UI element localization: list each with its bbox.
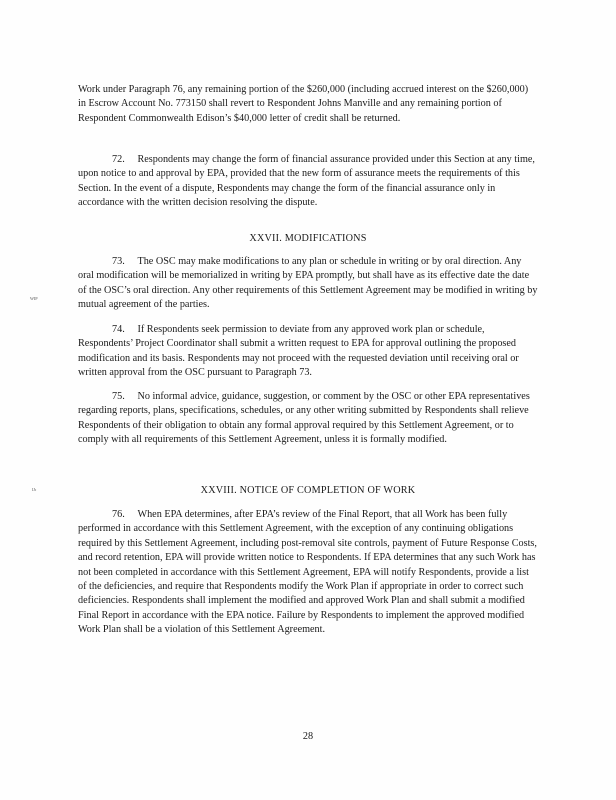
paragraph-text: When EPA determines, after EPA’s review of the Final Report, that all Work has been fully performed in accordance with this Settlement Agreement, with the exception of any continuing obligations required by this Settlement Agreement, including post-removal site controls, payment of Future Response Costs, and record retention, EPA will provide written notice to Respondents. If EPA determines that any such Work has not been completed in accordance with this Settlement Agreement, EPA will notify Respondents, provide a list of the deficiencies, and require that Respondents modify the Work Plan if appropriate in order to correct such deficiencies. Respondents shall implement the modified and approved Work Plan and shall submit a modified Final Report in accordance with the EPA notice. Failure by Respondents to implement the approved modified Work Plan shall be a violation of this Settlement Agreement. <box>78 509 537 636</box>
paragraph-75 <box>78 390 538 448</box>
margin-mark: ᵂᴵᴾ <box>30 296 38 304</box>
section-heading-completion: XXVIII. NOTICE OF COMPLETION OF WORK <box>200 485 416 496</box>
paragraph-number: 76. <box>112 509 125 520</box>
margin-mark: ᴵᴶᶦ <box>32 487 37 495</box>
paragraph-text: The OSC may make modifications to any plan or schedule in writing or by oral direction. Any oral modification will be memorialized in writing by EPA promptly, but shall have as its effective date the date of the OSC’s oral direction. Any other requirements of this Settlement Agreement may be modified in writing by mutual agreement of the parties. <box>78 256 538 311</box>
paragraph-number: 75. <box>112 391 125 402</box>
paragraph-text: No informal advice, guidance, suggestion, or comment by the OSC or other EPA representatives regarding reports, plans, specifications, schedules, or any other writing submitted by Respondents shall relieve Respondents of their obligation to obtain any formal approval required by this Settlement Agreement, or to comply with all requirements of this Settlement Agreement, unless it is formally modified. <box>78 391 530 446</box>
paragraph-73 <box>78 255 538 313</box>
paragraph-number: 73. <box>112 256 125 267</box>
paragraph-72 <box>78 153 538 211</box>
paragraph-number: 74. <box>112 324 125 335</box>
paragraph-text: Respondents may change the form of financial assurance provided under this Section at any time, upon notice to and approval by EPA, provided that the new form of assurance meets the requirements of this Section. In the event of a dispute, Respondents may change the form of the financial assurance only in accordance with the written decision resolving the dispute. <box>78 154 535 209</box>
paragraph-76 <box>78 508 538 638</box>
paragraph-text: If Respondents seek permission to deviate from any approved work plan or schedule, Respondents’ Project Coordinator shall submit a written request to EPA for approval outlining the proposed modification and its basis. Respondents may not proceed with the requested deviation until receiving oral or written approval from the OSC pursuant to Paragraph 73. <box>78 324 519 379</box>
paragraph-continuation <box>78 83 538 126</box>
paragraph-74 <box>78 323 538 381</box>
paragraph-number: 72. <box>112 154 125 165</box>
section-heading-modifications: XXVII. MODIFICATIONS <box>249 233 367 244</box>
paragraph-text: Work under Paragraph 76, any remaining portion of the $260,000 (including accrued interest on the $260,000) in Escrow Account No. 773150 shall revert to Respondent Johns Manville and any remaining portion of Respondent Commonwealth Edison’s $40,000 letter of credit shall be returned. <box>78 84 529 124</box>
page-number: 28 <box>302 731 314 742</box>
